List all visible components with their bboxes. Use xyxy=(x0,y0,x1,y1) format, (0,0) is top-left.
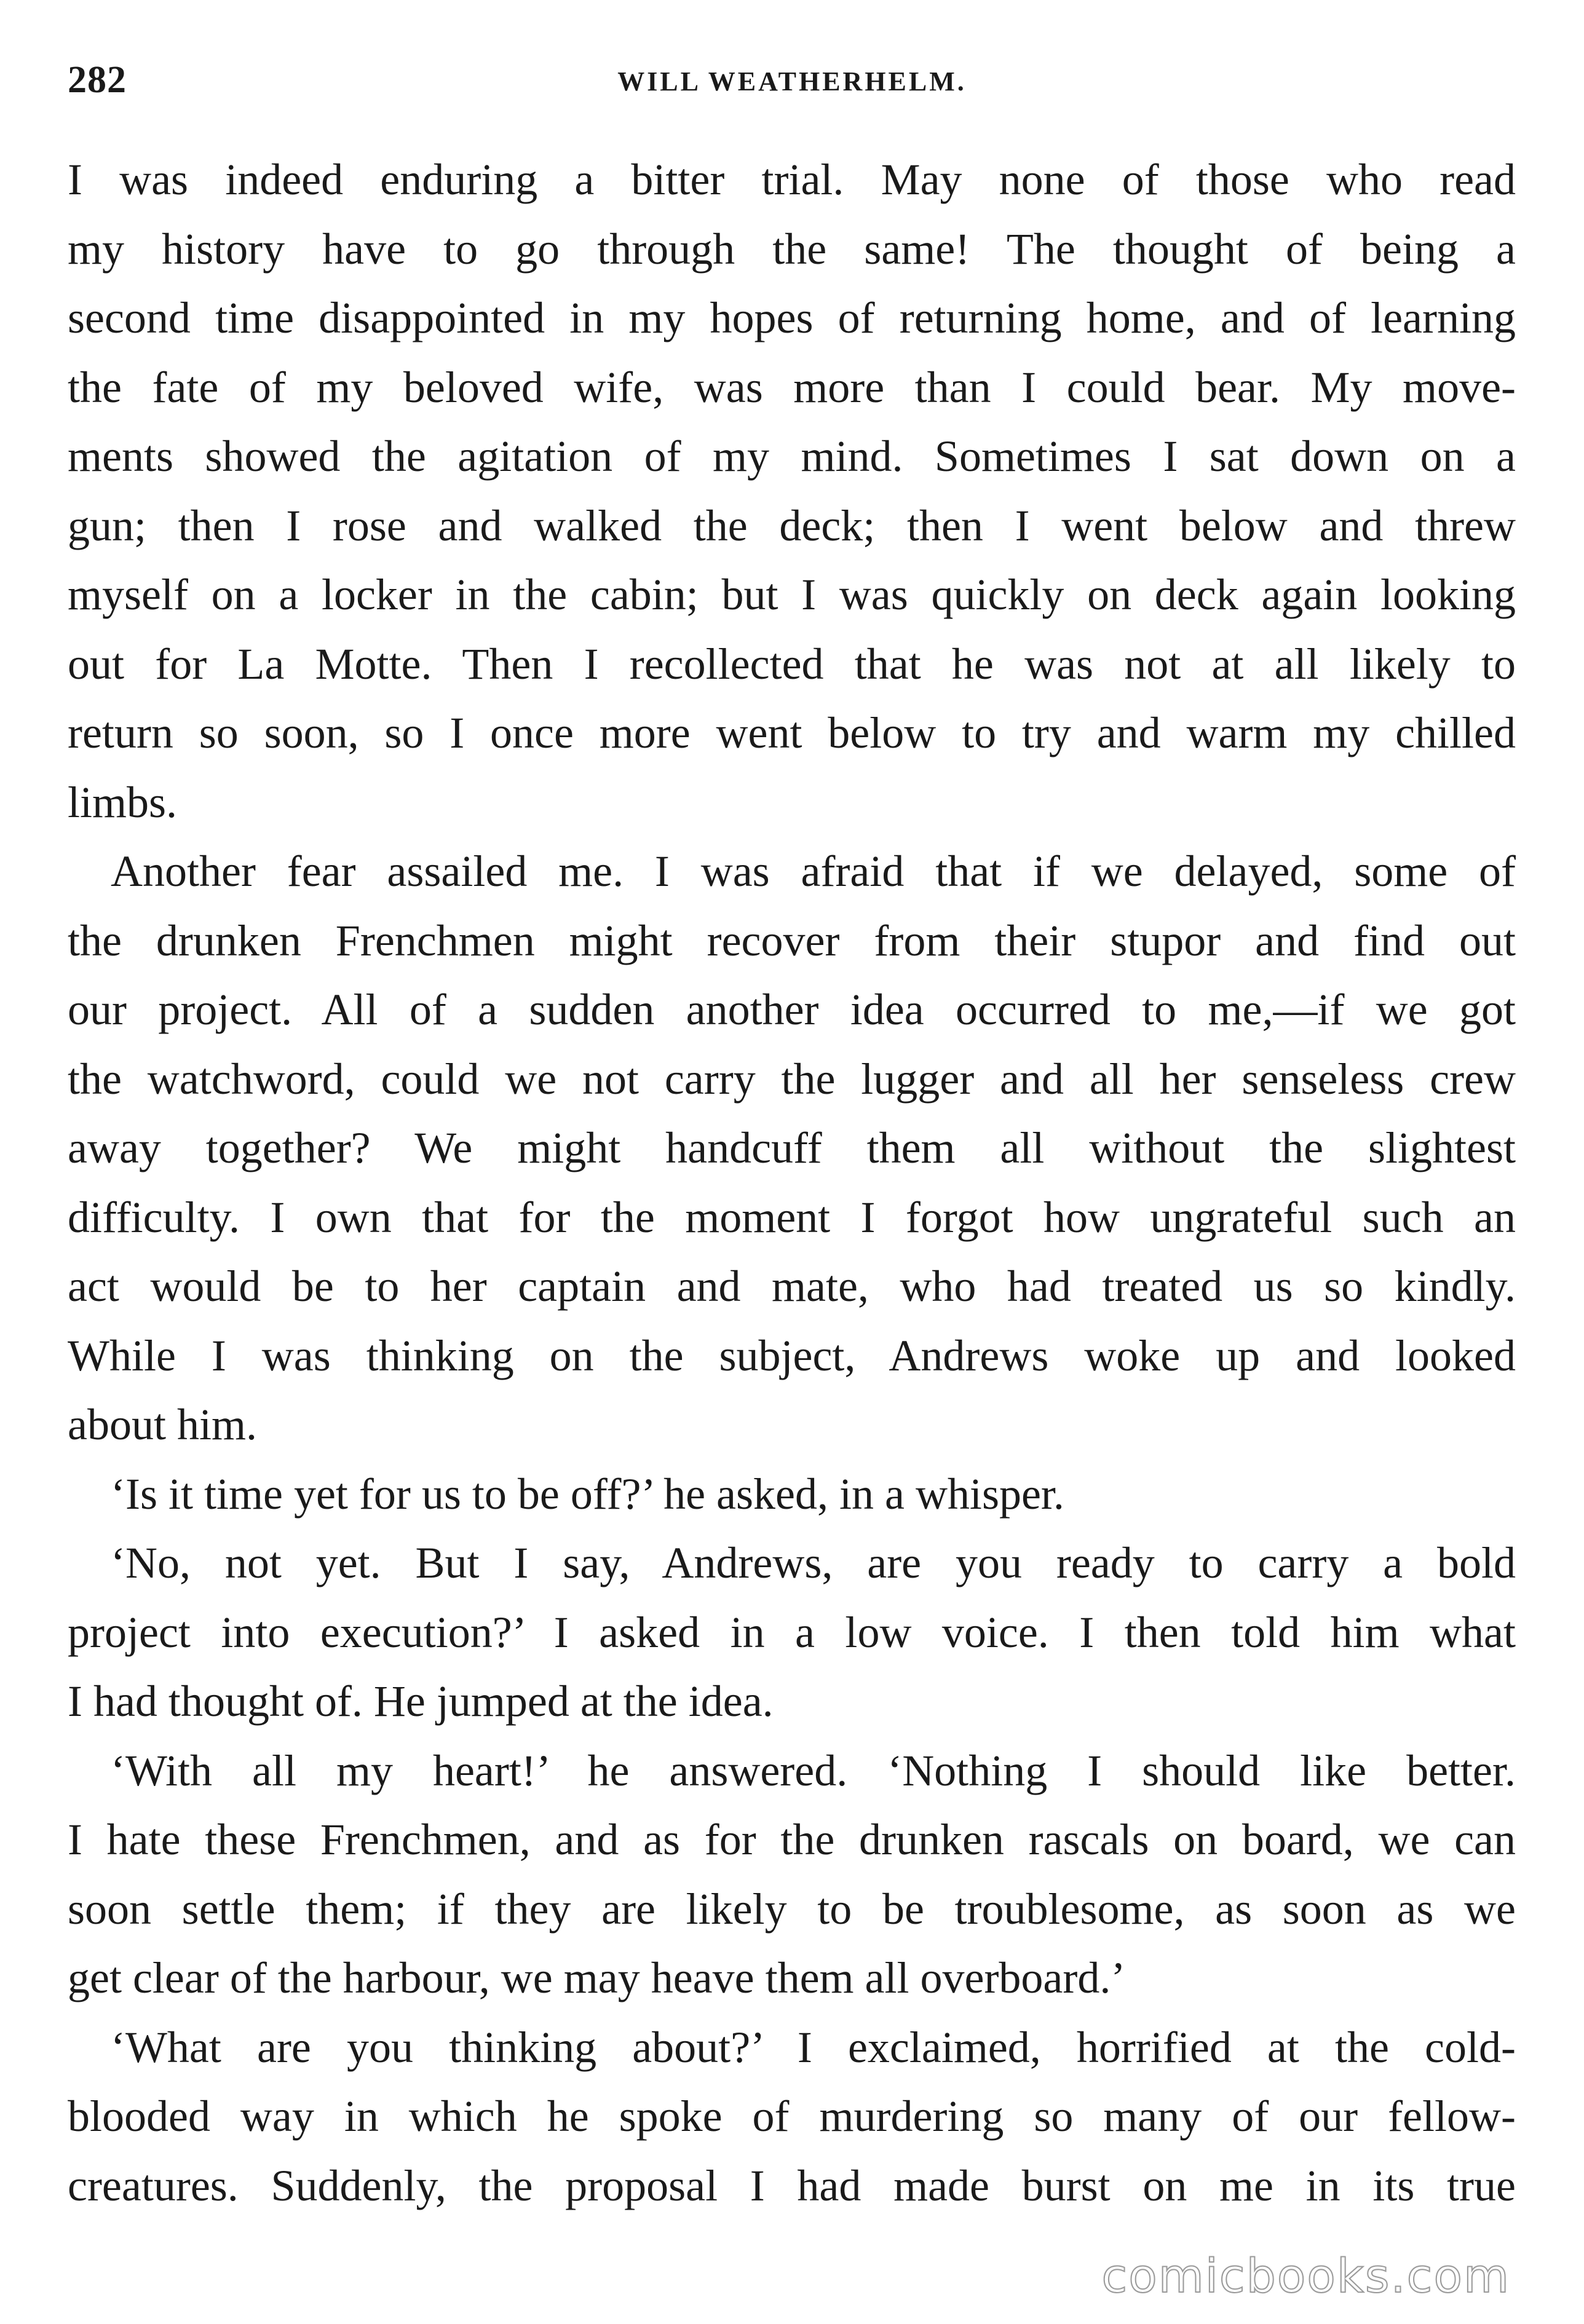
page-number: 282 xyxy=(68,59,127,101)
text-line: the drunken Frenchmen might recover from their stupor and find out xyxy=(68,915,1516,965)
text-line: soon settle them; if they are likely to be troublesome, as soon as we xyxy=(68,1884,1516,1934)
paragraph xyxy=(68,1736,1516,2013)
text-line: act would be to her captain and mate, who had treated us so kindly. xyxy=(68,1262,1516,1311)
text-line: I hate these Frenchmen, and as for the drunken rascals on board, we can xyxy=(68,1815,1516,1864)
running-head: WILL WEATHERHELM. xyxy=(617,66,967,97)
paragraph xyxy=(68,837,1516,1460)
text-line: ‘With all my heart!’ he answered. ‘Nothing I should like better. xyxy=(111,1745,1516,1795)
paragraph xyxy=(68,2013,1516,2221)
text-line: I had thought of. He jumped at the idea. xyxy=(68,1677,774,1726)
text-line: I was indeed enduring a bitter trial. May none of those who read xyxy=(68,155,1516,204)
text-line: gun; then I rose and walked the deck; then I went below and threw xyxy=(68,500,1516,550)
text-line: my history have to go through the same! The thought of being a xyxy=(68,224,1516,274)
page-header xyxy=(68,58,1516,108)
paragraph xyxy=(68,1528,1516,1736)
text-line: the fate of my beloved wife, was more than I could bear. My move- xyxy=(68,362,1516,412)
paragraph xyxy=(68,1460,1516,1529)
watermark: comicbooks.com xyxy=(1101,2248,1510,2303)
text-line: ments showed the agitation of my mind. Sometimes I sat down on a xyxy=(68,432,1516,481)
paragraph xyxy=(68,145,1516,837)
text-line: project into execution?’ I asked in a low voice. I then told him what xyxy=(68,1607,1516,1657)
text-line: our project. All of a sudden another idea occurred to me,—if we got xyxy=(68,985,1516,1034)
text-line: While I was thinking on the subject, Andrews woke up and looked xyxy=(68,1330,1516,1380)
text-line: Another fear assailed me. I was afraid that if we delayed, some of xyxy=(111,847,1516,896)
text-line: out for La Motte. Then I recollected that he was not at all likely to xyxy=(68,639,1516,689)
text-line: myself on a locker in the cabin; but I was quickly on deck again looking xyxy=(68,570,1516,619)
text-line: ‘No, not yet. But I say, Andrews, are you ready to carry a bold xyxy=(111,1538,1516,1587)
text-line: get clear of the harbour, we may heave them all overboard.’ xyxy=(68,1953,1126,2002)
text-line: return so soon, so I once more went below to try and warm my chilled xyxy=(68,708,1516,757)
body-text xyxy=(68,145,1516,2220)
text-line: away together? We might handcuff them all without the slightest xyxy=(68,1123,1516,1172)
text-line: difficulty. I own that for the moment I forgot how ungrateful such an xyxy=(68,1192,1516,1242)
text-line: creatures. Suddenly, the proposal I had made burst on me in its true xyxy=(68,2160,1516,2210)
text-line: about him. xyxy=(68,1400,257,1449)
text-line: blooded way in which he spoke of murdering so many of our fellow- xyxy=(68,2092,1516,2141)
text-line: the watchword, could we not carry the lugger and all her senseless crew xyxy=(68,1054,1516,1104)
text-line: ‘Is it time yet for us to be off?’ he asked, in a whisper. xyxy=(111,1469,1064,1519)
text-line: ‘What are you thinking about?’ I exclaimed, horrified at the cold- xyxy=(111,2022,1516,2072)
text-line: limbs. xyxy=(68,777,178,827)
text-line: second time disappointed in my hopes of returning home, and of learning xyxy=(68,293,1516,342)
